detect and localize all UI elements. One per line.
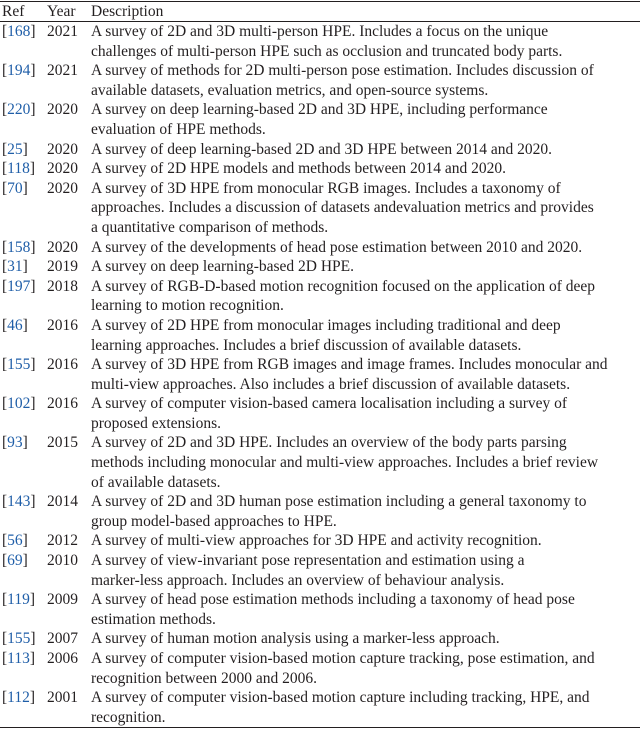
year-cell: 2018 bbox=[47, 277, 78, 295]
description-cell bbox=[87, 277, 640, 316]
year-cell: 2019 bbox=[47, 258, 78, 276]
year-cell: 2016 bbox=[47, 356, 78, 374]
table-row bbox=[0, 433, 640, 492]
description-line: available datasets, evaluation metrics, and open-source systems. bbox=[91, 81, 489, 99]
citation-link[interactable]: 56 bbox=[7, 532, 23, 550]
description-line: a quantitative comparison of methods. bbox=[91, 218, 329, 236]
year-cell: 2012 bbox=[47, 532, 78, 550]
header-description: Description bbox=[87, 2, 640, 22]
description-line: evaluation of HPE methods. bbox=[91, 120, 266, 138]
table-row bbox=[0, 531, 640, 551]
year-cell: 2020 bbox=[47, 238, 78, 256]
table-row bbox=[0, 140, 640, 160]
description-cell bbox=[87, 649, 640, 688]
citation-link[interactable]: 69 bbox=[7, 552, 23, 570]
description-line: A survey of methods for 2D multi-person pose estimation. Includes discussion of bbox=[91, 62, 594, 80]
description-line: learning to motion recognition. bbox=[91, 297, 284, 315]
year-cell: 2016 bbox=[47, 395, 78, 413]
description-cell bbox=[87, 238, 640, 258]
description-line: A survey of 2D HPE models and methods between 2014 and 2020. bbox=[91, 160, 506, 178]
description-line: proposed extensions. bbox=[91, 414, 222, 432]
table-row bbox=[0, 492, 640, 531]
description-line: approaches. Includes a discussion of datasets andevaluation metrics and provides bbox=[91, 199, 594, 217]
citation-link[interactable]: 112 bbox=[7, 689, 30, 707]
description-cell bbox=[87, 257, 640, 277]
description-line: A survey of 2D and 3D human pose estimation including a general taxonomy to bbox=[91, 493, 587, 511]
description-line: recognition between 2000 and 2006. bbox=[91, 669, 317, 687]
citation-link[interactable]: 197 bbox=[7, 277, 31, 295]
description-line: A survey of computer vision-based motion capture tracking, pose estimation, and bbox=[91, 650, 595, 667]
description-line: A survey of RGB-D-based motion recognition focused on the application of deep bbox=[91, 277, 596, 295]
table-row bbox=[0, 238, 640, 258]
ref-cell: [69] bbox=[2, 552, 28, 570]
year-cell: 2007 bbox=[47, 630, 78, 648]
description-line: A survey of head pose estimation methods including a taxonomy of head pose bbox=[91, 591, 575, 609]
description-cell bbox=[87, 551, 640, 590]
ref-cell: [25] bbox=[2, 140, 28, 158]
ref-cell: [143] bbox=[2, 493, 36, 511]
description-line: A survey of 2D and 3D multi-person HPE. Includes a focus on the unique bbox=[91, 23, 549, 40]
description-cell bbox=[87, 492, 640, 531]
description-line: A survey of view-invariant pose representation and estimation using a bbox=[91, 552, 525, 570]
citation-link[interactable]: 70 bbox=[7, 179, 23, 197]
table-row bbox=[0, 257, 640, 277]
ref-cell: [113] bbox=[2, 650, 36, 667]
ref-cell: [197] bbox=[2, 277, 36, 295]
table-row bbox=[0, 649, 640, 688]
ref-cell: [46] bbox=[2, 316, 28, 334]
description-line: A survey of 2D HPE from monocular images including traditional and deep bbox=[91, 316, 561, 334]
description-cell bbox=[87, 531, 640, 551]
citation-link[interactable]: 158 bbox=[7, 238, 31, 256]
description-cell bbox=[87, 355, 640, 394]
ref-cell: [155] bbox=[2, 356, 36, 374]
citation-link[interactable]: 25 bbox=[7, 140, 23, 158]
description-cell bbox=[87, 22, 640, 62]
ref-cell: [194] bbox=[2, 62, 36, 80]
description-cell bbox=[87, 61, 640, 100]
description-line: marker-less approach. Includes an overview of behaviour analysis. bbox=[91, 571, 505, 589]
description-line: multi-view approaches. Also includes a brief discussion of available datasets. bbox=[91, 375, 571, 393]
ref-cell: [93] bbox=[2, 434, 28, 452]
citation-link[interactable]: 220 bbox=[7, 101, 31, 119]
description-cell bbox=[87, 100, 640, 139]
citation-link[interactable]: 194 bbox=[7, 62, 31, 80]
description-line: A survey of the developments of head pose estimation between 2010 and 2020. bbox=[91, 238, 583, 256]
description-cell bbox=[87, 433, 640, 492]
ref-cell: [31] bbox=[2, 258, 28, 276]
description-line: A survey of 3D HPE from RGB images and image frames. Includes monocular and bbox=[91, 356, 608, 374]
description-line: A survey on deep learning-based 2D HPE. bbox=[91, 258, 355, 276]
description-line: A survey of multi-view approaches for 3D HPE and activity recognition. bbox=[91, 532, 542, 550]
citation-link[interactable]: 113 bbox=[7, 650, 30, 667]
ref-cell: [70] bbox=[2, 179, 28, 197]
ref-cell: [158] bbox=[2, 238, 36, 256]
year-cell: 2020 bbox=[47, 179, 78, 197]
description-line: A survey of 3D HPE from monocular RGB images. Includes a taxonomy of bbox=[91, 179, 561, 197]
description-line: of available datasets. bbox=[91, 473, 221, 491]
citation-link[interactable]: 31 bbox=[7, 258, 23, 276]
description-cell bbox=[87, 629, 640, 649]
description-line: A survey of 2D and 3D HPE. Includes an overview of the body parts parsing bbox=[91, 434, 567, 452]
table-row bbox=[0, 355, 640, 394]
table-row bbox=[0, 61, 640, 100]
description-cell bbox=[87, 159, 640, 179]
citation-link[interactable]: 118 bbox=[7, 160, 30, 178]
year-cell: 2001 bbox=[47, 689, 78, 707]
description-line: challenges of multi-person HPE such as occlusion and truncated body parts. bbox=[91, 42, 563, 60]
citation-link[interactable]: 46 bbox=[7, 316, 23, 334]
description-cell bbox=[87, 140, 640, 160]
table-body bbox=[0, 22, 640, 728]
year-cell: 2006 bbox=[47, 650, 78, 667]
ref-cell: [118] bbox=[2, 160, 36, 178]
citation-link[interactable]: 168 bbox=[7, 23, 31, 40]
year-cell: 2010 bbox=[47, 552, 78, 570]
year-cell: 2016 bbox=[47, 316, 78, 334]
header-year: Year bbox=[44, 2, 87, 22]
citation-link[interactable]: 102 bbox=[7, 395, 31, 413]
table-row bbox=[0, 100, 640, 139]
table-row bbox=[0, 688, 640, 728]
description-cell bbox=[87, 688, 640, 728]
description-line: recognition. bbox=[91, 708, 166, 726]
description-cell bbox=[87, 394, 640, 433]
table-row bbox=[0, 551, 640, 590]
citation-link[interactable]: 93 bbox=[7, 434, 23, 452]
description-line: A survey of computer vision-based motion capture including tracking, HPE, and bbox=[91, 689, 590, 707]
table-row bbox=[0, 277, 640, 316]
description-line: methods including monocular and multi-view approaches. Includes a brief review bbox=[91, 454, 599, 472]
ref-cell: [56] bbox=[2, 532, 28, 550]
table-row bbox=[0, 629, 640, 649]
description-line: A survey of computer vision-based camera localisation including a survey of bbox=[91, 395, 568, 413]
ref-cell: [102] bbox=[2, 395, 36, 413]
description-cell bbox=[87, 179, 640, 238]
description-line: estimation methods. bbox=[91, 610, 216, 628]
citation-link[interactable]: 143 bbox=[7, 493, 31, 511]
table-row bbox=[0, 159, 640, 179]
ref-cell: [155] bbox=[2, 630, 36, 648]
year-cell: 2021 bbox=[47, 62, 78, 80]
year-cell: 2020 bbox=[47, 140, 78, 158]
description-line: learning approaches. Includes a brief discussion of available datasets. bbox=[91, 336, 522, 354]
citation-link[interactable]: 155 bbox=[7, 356, 31, 374]
year-cell: 2009 bbox=[47, 591, 78, 609]
survey-table bbox=[0, 1, 640, 728]
description-line: A survey of human motion analysis using a marker-less approach. bbox=[91, 630, 500, 648]
table-row bbox=[0, 590, 640, 629]
citation-link[interactable]: 155 bbox=[7, 630, 31, 648]
description-line: A survey on deep learning-based 2D and 3D HPE, including performance bbox=[91, 101, 548, 119]
ref-cell: [119] bbox=[2, 591, 36, 609]
year-cell: 2020 bbox=[47, 101, 78, 119]
year-cell: 2020 bbox=[47, 160, 78, 178]
description-cell bbox=[87, 590, 640, 629]
table-row bbox=[0, 316, 640, 355]
year-cell: 2021 bbox=[47, 23, 78, 40]
description-line: A survey of deep learning-based 2D and 3D HPE between 2014 and 2020. bbox=[91, 140, 553, 158]
ref-cell: [220] bbox=[2, 101, 36, 119]
year-cell: 2014 bbox=[47, 493, 78, 511]
table-row bbox=[0, 22, 640, 62]
table-row bbox=[0, 179, 640, 238]
table-row bbox=[0, 394, 640, 433]
citation-link[interactable]: 119 bbox=[7, 591, 30, 609]
ref-cell: [112] bbox=[2, 689, 36, 707]
year-cell: 2015 bbox=[47, 434, 78, 452]
header-row bbox=[0, 2, 640, 22]
header-ref: Ref bbox=[0, 2, 44, 22]
description-line: group model-based approaches to HPE. bbox=[91, 512, 337, 530]
description-cell bbox=[87, 316, 640, 355]
ref-cell: [168] bbox=[2, 23, 36, 40]
